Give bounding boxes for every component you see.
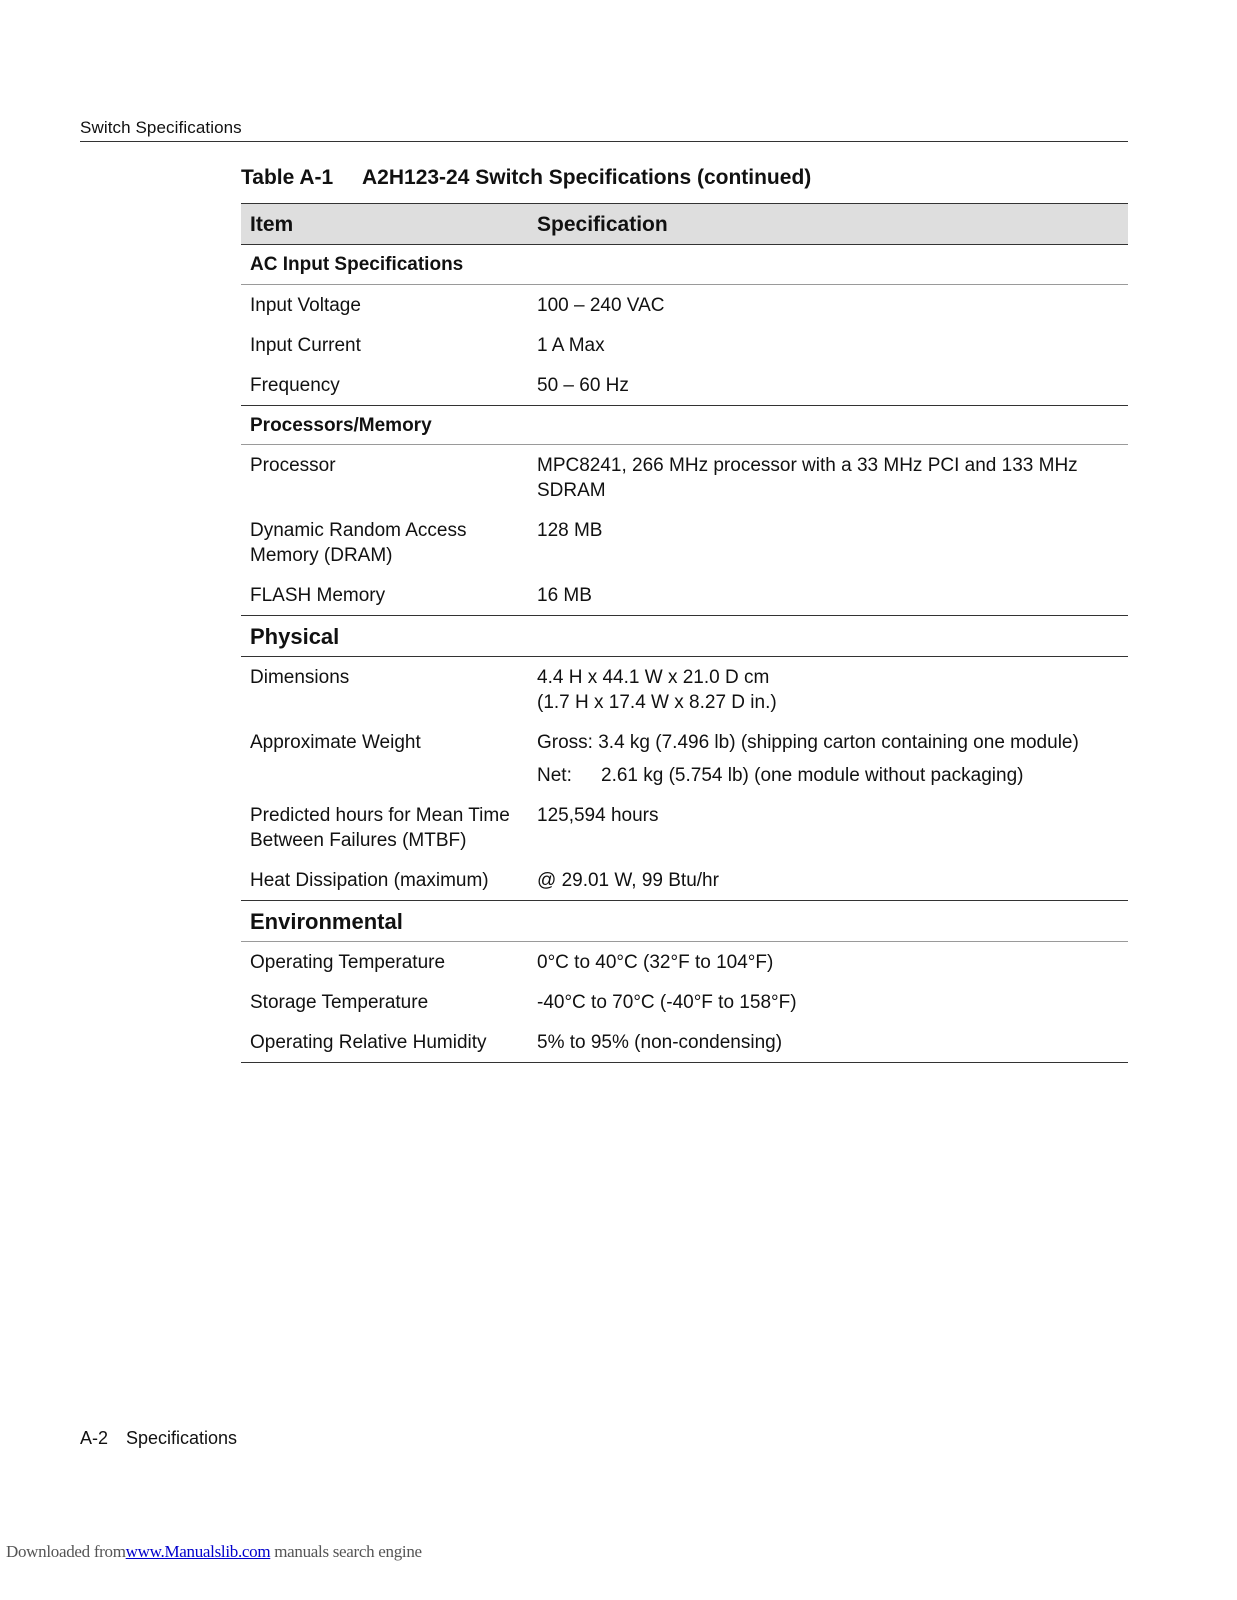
- item-cell: Input Voltage: [250, 295, 361, 316]
- table-row: [241, 575, 1128, 615]
- spec-cell: 1 A Max: [537, 335, 605, 356]
- spec-cell: 5% to 95% (non-condensing): [537, 1032, 783, 1053]
- section-title: Environmental: [250, 908, 403, 934]
- item-cell: Input Current: [250, 335, 361, 356]
- section-row-ac-input: [241, 245, 1128, 285]
- table-title: A2H123-24 Switch Specifications (continued): [362, 166, 812, 189]
- spec-cell: 50 – 60 Hz: [537, 375, 629, 396]
- item-cell: FLASH Memory: [250, 585, 386, 606]
- spec-cell: 100 – 240 VAC: [537, 295, 665, 316]
- section-title: AC Input Specifications: [250, 254, 464, 275]
- item-cell: Operating Relative Humidity: [250, 1032, 487, 1053]
- spec-cell: MPC8241, 266 MHz processor with a 33 MHz PCI and 133 MHz SDRAM: [537, 455, 1078, 501]
- spec-cell: [537, 730, 1128, 788]
- download-suffix: manuals search engine: [270, 1542, 422, 1561]
- item-cell: Approximate Weight: [250, 732, 421, 753]
- spec-line-gross: Gross: 3.4 kg (7.496 lb) (shipping carton containing one module): [537, 732, 1079, 753]
- item-cell: Storage Temperature: [250, 992, 429, 1013]
- table-number: Table A-1: [241, 166, 334, 189]
- running-footer: [80, 1428, 237, 1449]
- section-title: Physical: [250, 623, 340, 649]
- item-cell: Dynamic Random Access Memory (DRAM): [250, 520, 467, 566]
- spec-cell: 0°C to 40°C (32°F to 104°F): [537, 952, 774, 973]
- table-row: [241, 982, 1128, 1022]
- spec-cell: -40°C to 70°C (-40°F to 158°F): [537, 992, 797, 1013]
- table-row: [241, 325, 1128, 365]
- table-row: [241, 285, 1128, 325]
- column-header-item: Item: [250, 212, 294, 236]
- running-header: Switch Specifications: [80, 118, 1128, 142]
- item-cell: Dimensions: [250, 667, 350, 688]
- spec-cell: 128 MB: [537, 520, 603, 541]
- spec-cell: 16 MB: [537, 585, 592, 606]
- table-row: [241, 445, 1128, 510]
- table-row: [241, 1022, 1128, 1063]
- net-label: Net:: [537, 765, 572, 786]
- spec-cell: 125,594 hours: [537, 805, 659, 826]
- column-header-specification: Specification: [537, 212, 668, 236]
- item-cell: Predicted hours for Mean Time Between Failures (MTBF): [250, 805, 510, 851]
- manualslib-link[interactable]: www.Manualslib.com: [125, 1542, 271, 1561]
- table-row: [241, 860, 1128, 900]
- item-cell: Frequency: [250, 375, 340, 396]
- spec-line: (1.7 H x 17.4 W x 8.27 D in.): [537, 692, 777, 713]
- item-cell: Operating Temperature: [250, 952, 446, 973]
- item-cell: Processor: [250, 455, 336, 476]
- spec-line: 4.4 H x 44.1 W x 21.0 D cm: [537, 667, 770, 688]
- section-row-environmental: [241, 900, 1128, 942]
- spec-cell: [537, 665, 1128, 715]
- table-row: [241, 657, 1128, 722]
- table-row: [241, 365, 1128, 405]
- spec-cell: @ 29.01 W, 99 Btu/hr: [537, 870, 719, 891]
- spec-line-net: [537, 763, 1120, 788]
- download-notice: [6, 1542, 422, 1562]
- table-row: [241, 795, 1128, 860]
- section-row-physical: [241, 615, 1128, 657]
- page-number: A-2: [80, 1428, 109, 1448]
- section-title: Processors/Memory: [250, 414, 432, 436]
- table-row: [241, 510, 1128, 575]
- item-cell: Heat Dissipation (maximum): [250, 870, 489, 891]
- table-caption: [241, 166, 811, 190]
- footer-section: Specifications: [126, 1428, 238, 1448]
- download-prefix: Downloaded from: [6, 1542, 126, 1561]
- table-row: [241, 722, 1128, 795]
- specifications-table: [241, 203, 1128, 1063]
- section-row-processors-memory: [241, 405, 1128, 445]
- table-row: [241, 942, 1128, 982]
- table-header-row: [241, 203, 1128, 245]
- net-value: 2.61 kg (5.754 lb) (one module without packaging): [601, 765, 1024, 786]
